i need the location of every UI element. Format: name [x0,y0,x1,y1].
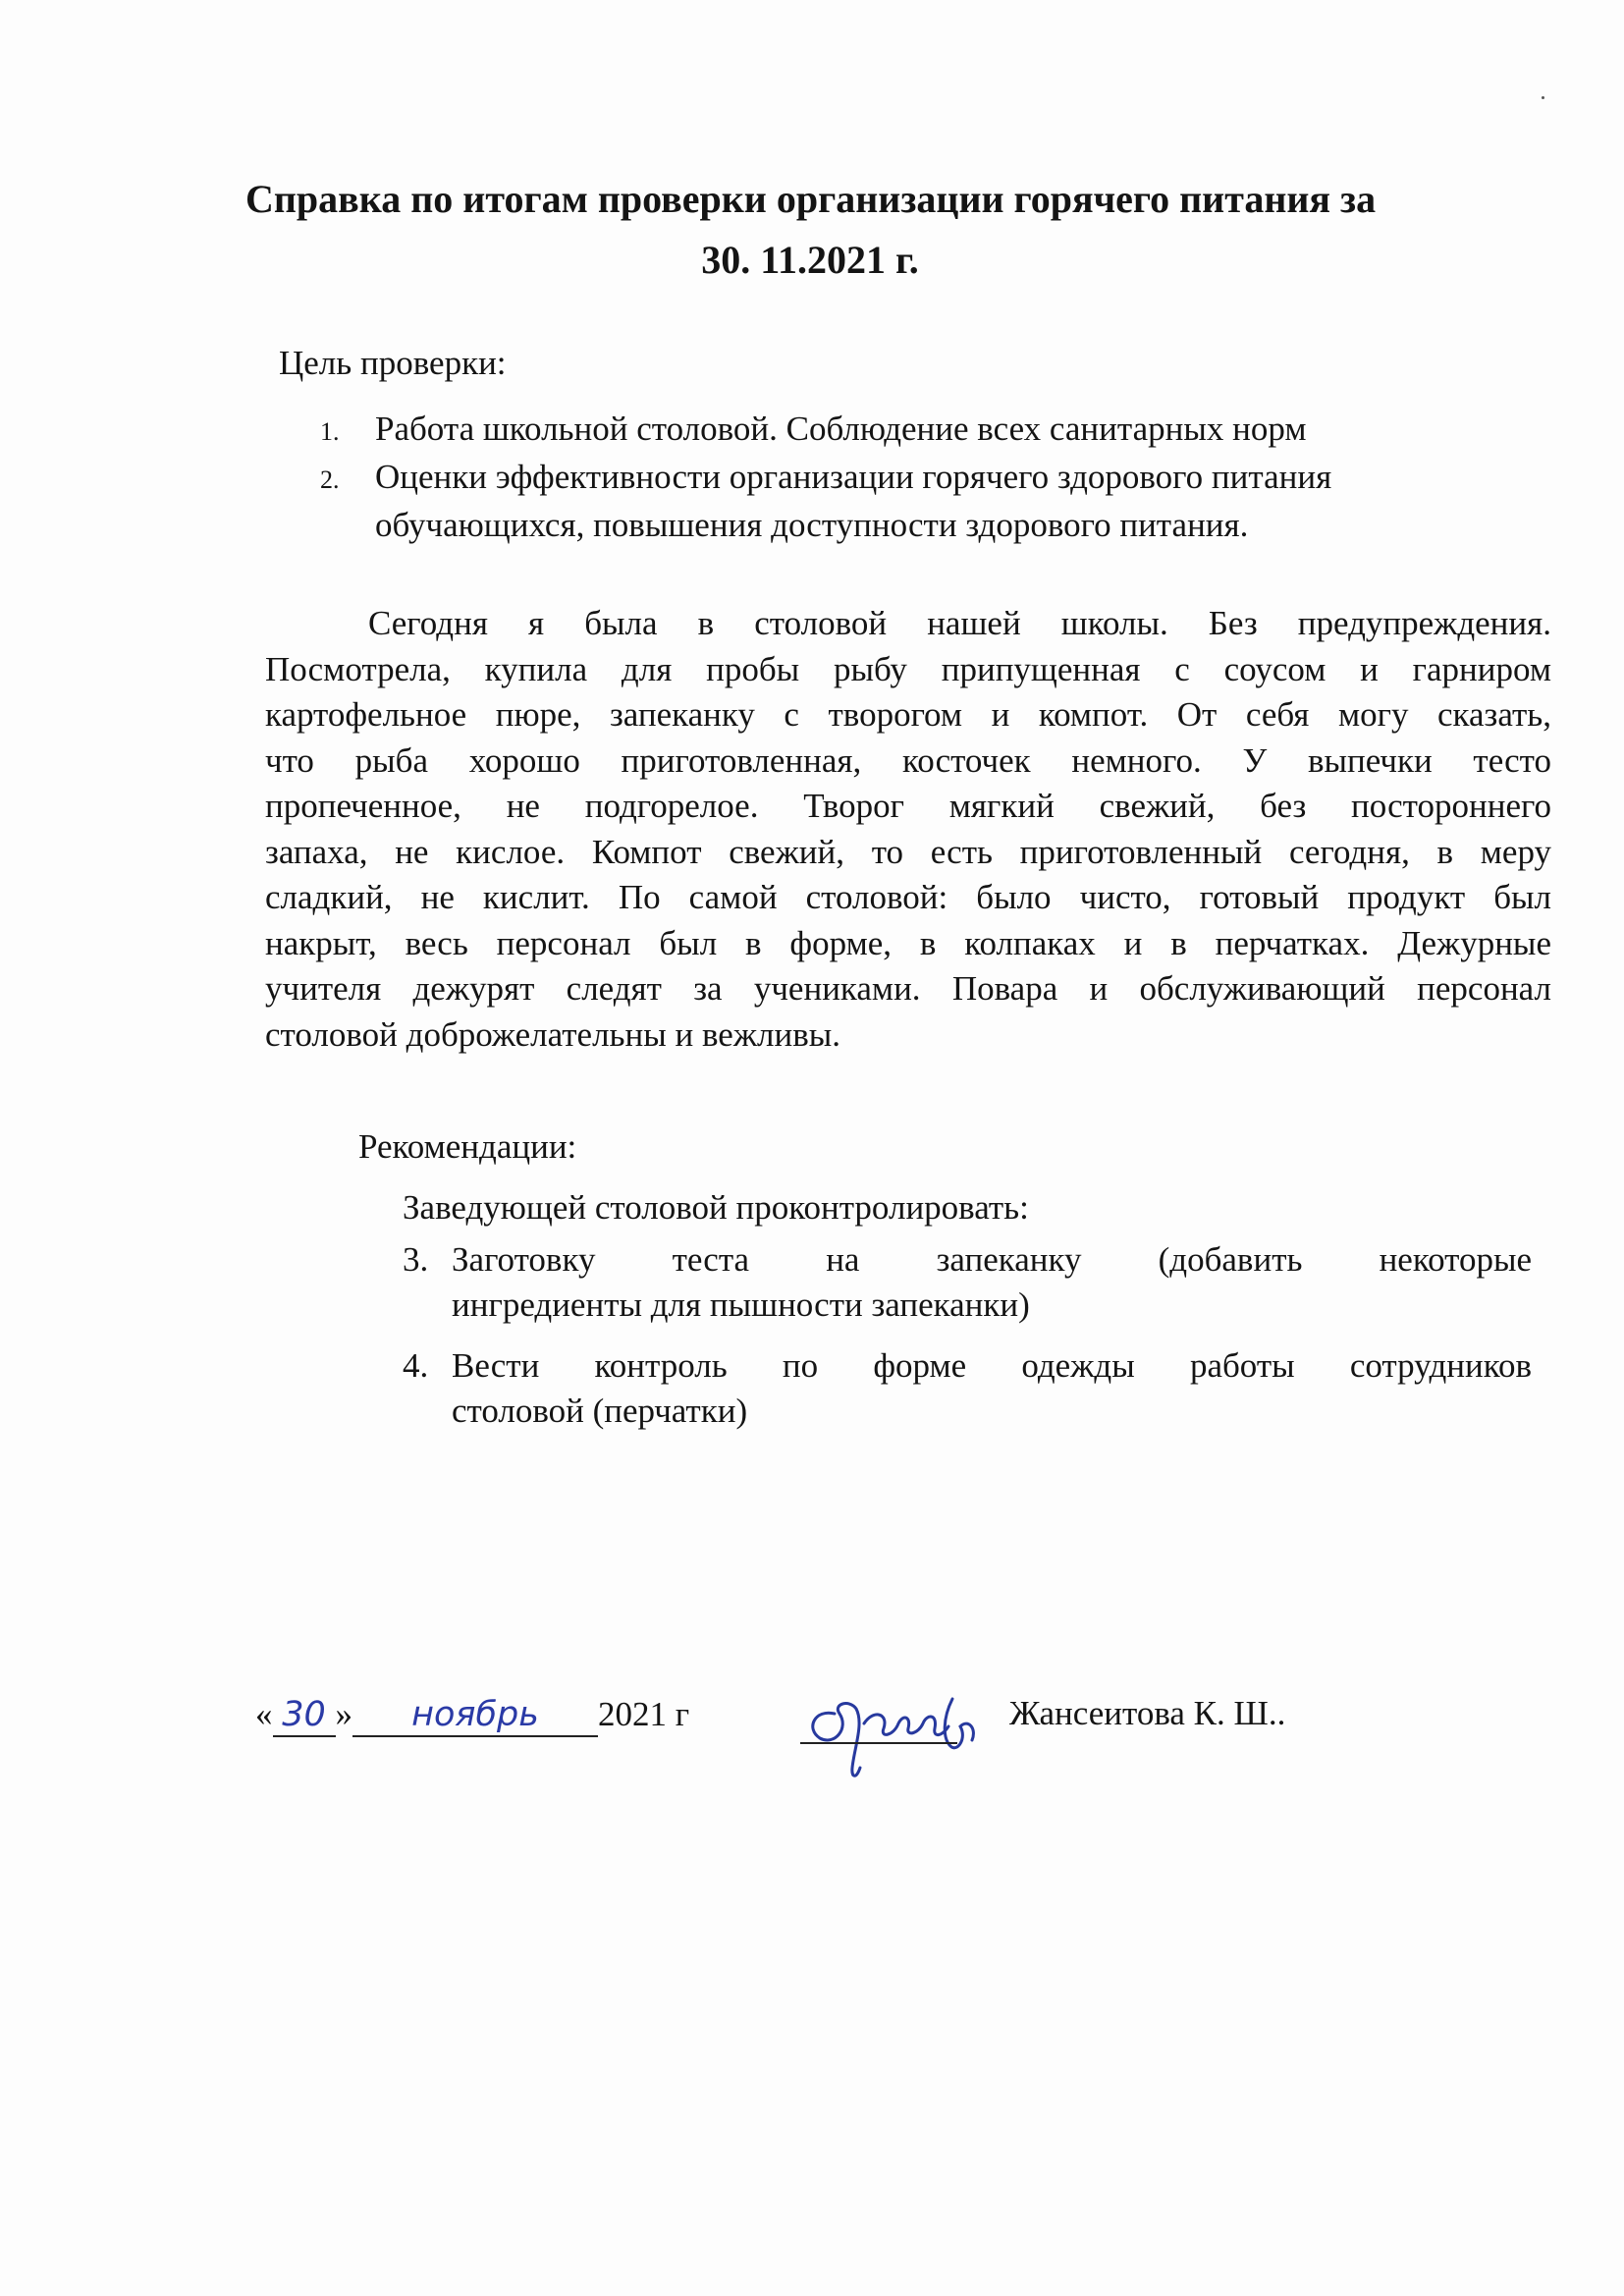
body-line: накрыт, весь персонал был в форме, в колпаках и в перчатках. Дежурные [265,923,1551,962]
scan-speck [1542,96,1544,99]
recommendation-number: 4. [403,1346,429,1385]
recommendation-line: ингредиенты для пышности запеканки) [452,1285,1030,1324]
signature-image [795,1669,992,1782]
recommendation-line: Вести контроль по форме одежды работы сотрудников [452,1346,1532,1385]
goal-number: 1. [320,417,340,446]
body-line: что рыба хорошо приготовленная, косточек немного. У выпечки тесто [265,740,1551,780]
goal-item [320,405,1331,453]
open-quote: « [255,1695,273,1733]
recommendations-list [403,1237,1532,1449]
goals-label: Цель проверки: [279,344,507,382]
goal-line: Оценки эффективности организации горячего здорового питания [375,458,1332,496]
goal-number: 2. [320,465,340,494]
goal-item [320,453,1331,549]
goal-line: Работа школьной столовой. Соблюдение всех санитарных норм [375,410,1307,448]
body-line: запаха, не кислое. Компот свежий, то есть приготовленный сегодня, в меру [265,832,1551,871]
recommendation-number: 3. [403,1240,429,1279]
body-line: сладкий, не кислит. По самой столовой: было чисто, готовый продукт был [265,878,1551,916]
recommendation-line: Заготовку теста на запеканку (добавить некоторые [452,1240,1532,1279]
recommendations-subtitle: Заведующей столовой проконтролировать: [403,1188,1029,1227]
title-line-2: 30. 11.2021 г. [701,238,919,282]
recommendation-line: столовой (перчатки) [452,1392,748,1430]
recommendation-item [403,1343,1532,1434]
body-line: пропеченное, не подгорелое. Творог мягкий свежий, без постороннего [265,787,1551,825]
close-quote: » [335,1695,352,1733]
body-paragraph [265,601,1551,1058]
date-line [255,1694,689,1737]
goal-line: обучающихся, повышения доступности здорового питания. [375,506,1249,544]
document-title [245,169,1375,291]
handwritten-month: ноябрь [352,1694,598,1737]
body-line: Сегодня я была в столовой нашей школы. Без предупреждения. [368,604,1551,642]
body-line: картофельное пюре, запеканку с творогом и компот. От себя могу сказать, [265,695,1551,734]
body-line: столовой доброжелательны и вежливы. [265,1014,840,1054]
goals-list [320,405,1331,549]
signer-name: Жансеитова К. Ш.. [1009,1694,1286,1732]
handwritten-day: 30 [273,1694,336,1737]
title-line-1: Справка по итогам проверки организации горячего питания за [245,177,1377,221]
recommendations-label: Рекомендации: [358,1127,577,1166]
body-line: Посмотрела, купила для пробы рыбу припущенная с соусом и гарниром [265,649,1551,688]
body-line: учителя дежурят следят за учениками. Повара и обслуживающий персонал [265,969,1551,1008]
recommendation-item [403,1237,1532,1328]
date-year: 2021 г [598,1695,690,1733]
